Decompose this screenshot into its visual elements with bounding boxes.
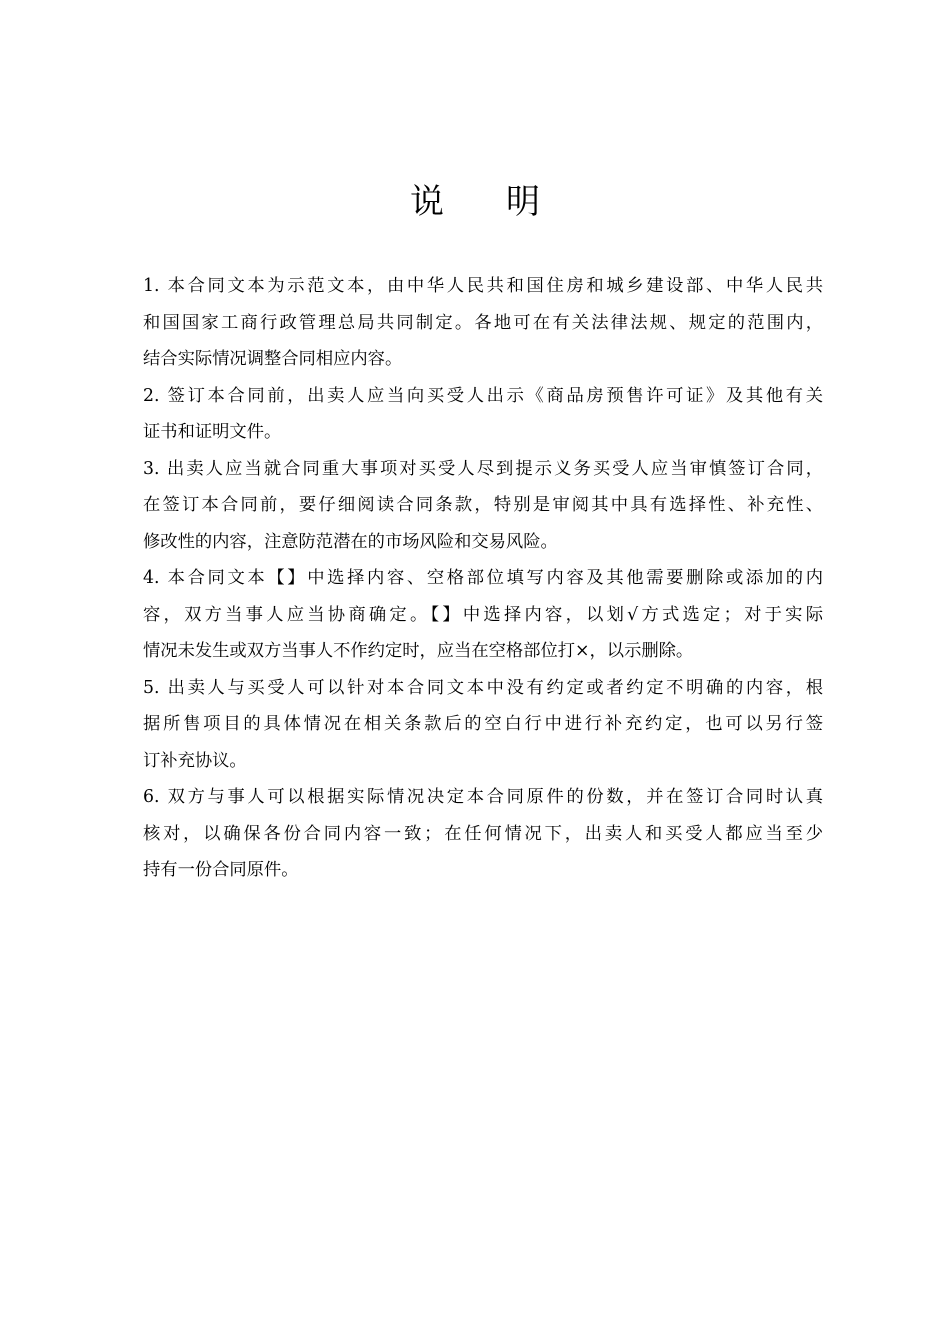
text-line: 5. 出卖人与买受人可以针对本合同文本中没有约定或者约定不明确的内容，根 (143, 677, 823, 698)
text-line: 6. 双方与事人可以根据实际情况决定本合同原件的份数，并在签订合同时认真 (143, 787, 823, 807)
instruction-item-2 (143, 378, 823, 451)
text-line: 据所售项目的具体情况在相关条款后的空白行中进行补充约定，也可以另行签 (143, 714, 823, 734)
text-line: 和国国家工商行政管理总局共同制定。各地可在有关法律法规、规定的范围内， (143, 312, 823, 333)
instruction-item-3 (143, 451, 823, 561)
text-line: 持有一份合同原件。 (143, 860, 299, 880)
text-line: 情况未发生或双方当事人不作约定时，应当在空格部位打×，以示删除。 (143, 641, 694, 661)
page-title-char-2: 明 (506, 182, 540, 222)
text-line: 修改性的内容，注意防范潜在的市场风险和交易风险。 (143, 531, 558, 552)
instruction-item-1 (143, 268, 823, 378)
page-title-char-1: 说 (410, 182, 444, 222)
text-line: 2. 签订本合同前，出卖人应当向买受人出示《商品房预售许可证》及其他有关 (143, 385, 823, 406)
text-line: 3. 出卖人应当就合同重大事项对买受人尽到提示义务买受人应当审慎签订合同， (143, 458, 823, 479)
instructions-body (143, 268, 823, 889)
text-line: 在签订本合同前，要仔细阅读合同条款，特别是审阅其中具有选择性、补充性、 (143, 495, 823, 515)
page-title (0, 178, 950, 226)
text-line: 4. 本合同文本【】中选择内容、空格部位填写内容及其他需要删除或添加的内 (143, 568, 823, 588)
instruction-item-4 (143, 560, 823, 670)
text-line: 容，双方当事人应当协商确定。【】中选择内容，以划√方式选定；对于实际 (143, 604, 823, 625)
text-line: 结合实际情况调整合同相应内容。 (143, 349, 403, 369)
text-line: 1. 本合同文本为示范文本，由中华人民共和国住房和城乡建设部、中华人民共 (143, 276, 823, 296)
text-line: 订补充协议。 (143, 750, 247, 771)
text-line: 核对，以确保各份合同内容一致；在任何情况下，出卖人和买受人都应当至少 (143, 823, 823, 844)
instruction-item-5 (143, 670, 823, 780)
instruction-item-6 (143, 779, 823, 889)
text-line: 证书和证明文件。 (143, 422, 282, 442)
